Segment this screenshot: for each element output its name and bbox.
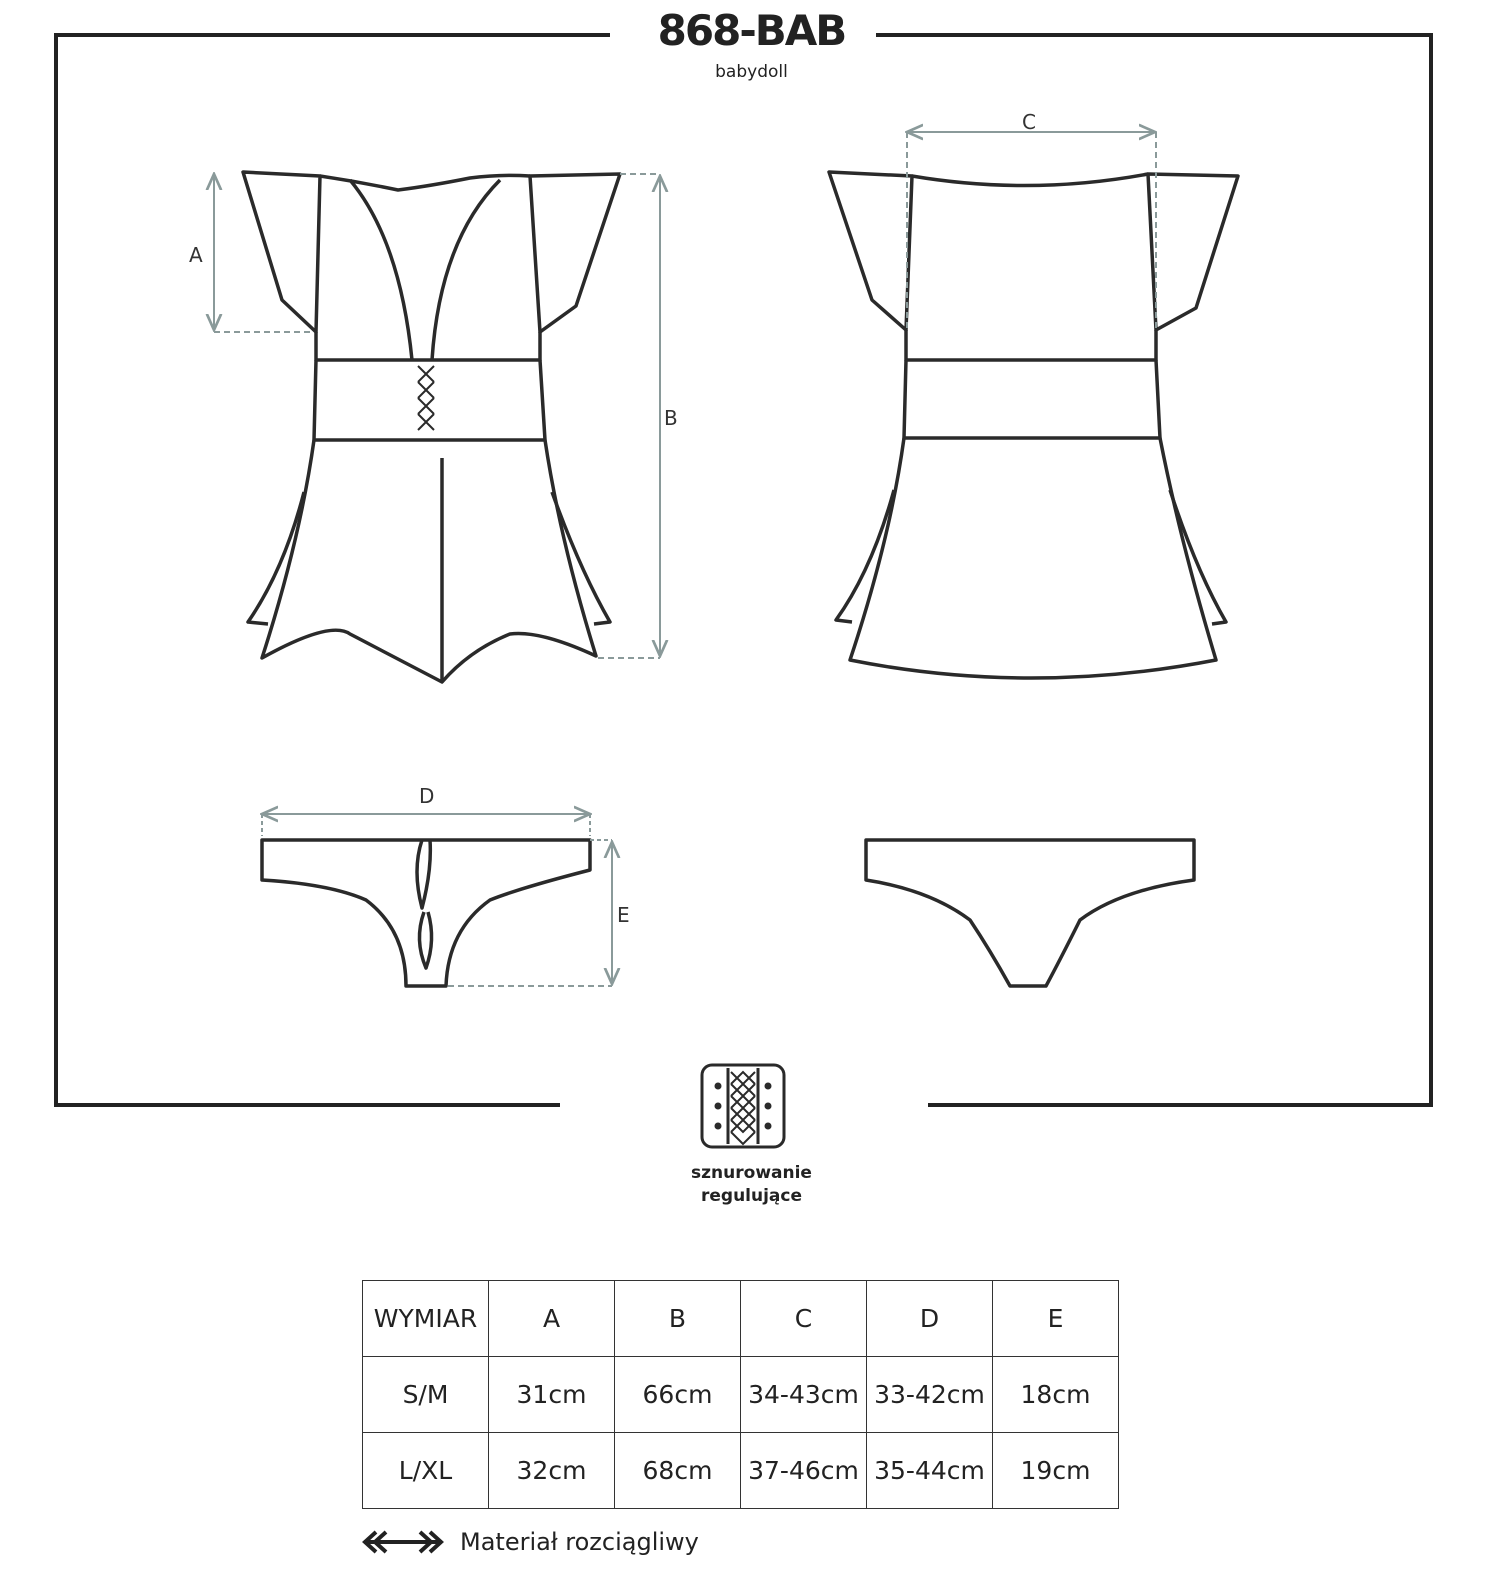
table-header-cell: A — [489, 1281, 615, 1357]
table-cell: 37-46cm — [741, 1433, 867, 1509]
table-cell: S/M — [363, 1357, 489, 1433]
lacing-label-line1: sznurowanie — [691, 1163, 812, 1183]
dimension-label-c: C — [1022, 110, 1036, 134]
lacing-icon — [702, 1065, 784, 1147]
table-header-cell: E — [993, 1281, 1119, 1357]
table-header-row — [363, 1281, 1119, 1357]
table-cell: 33-42cm — [867, 1357, 993, 1433]
babydoll-front-drawing — [243, 172, 620, 682]
table-header-cell: WYMIAR — [363, 1281, 489, 1357]
table-cell: 32cm — [489, 1433, 615, 1509]
panties-front-drawing — [262, 840, 590, 986]
stretch-legend — [360, 1525, 699, 1559]
dimension-label-b: B — [664, 406, 678, 430]
frame — [56, 35, 1431, 1105]
table-cell: 68cm — [615, 1433, 741, 1509]
dimension-label-a: A — [189, 243, 203, 267]
stretch-arrow-icon — [360, 1527, 446, 1557]
table-header-cell: B — [615, 1281, 741, 1357]
table-cell: 35-44cm — [867, 1433, 993, 1509]
stretch-legend-text: Materiał rozciągliwy — [460, 1528, 699, 1556]
dimension-lines — [214, 132, 1156, 986]
babydoll-back-drawing — [829, 172, 1238, 678]
dimension-label-e: E — [617, 903, 630, 927]
table-cell: L/XL — [363, 1433, 489, 1509]
panties-back-drawing — [866, 840, 1194, 986]
table-cell: 19cm — [993, 1433, 1119, 1509]
product-type: babydoll — [715, 62, 788, 82]
table-header-cell: C — [741, 1281, 867, 1357]
table-cell: 18cm — [993, 1357, 1119, 1433]
table-cell: 31cm — [489, 1357, 615, 1433]
table-cell: 34-43cm — [741, 1357, 867, 1433]
size-table — [362, 1280, 1119, 1509]
table-row — [363, 1357, 1119, 1433]
product-code: 868-BAB — [657, 6, 846, 55]
table-row — [363, 1433, 1119, 1509]
table-cell: 66cm — [615, 1357, 741, 1433]
dimension-label-d: D — [419, 784, 435, 808]
lacing-label-line2: regulujące — [700, 1186, 803, 1206]
table-header-cell: D — [867, 1281, 993, 1357]
lacing-feature-label — [0, 1162, 1503, 1208]
